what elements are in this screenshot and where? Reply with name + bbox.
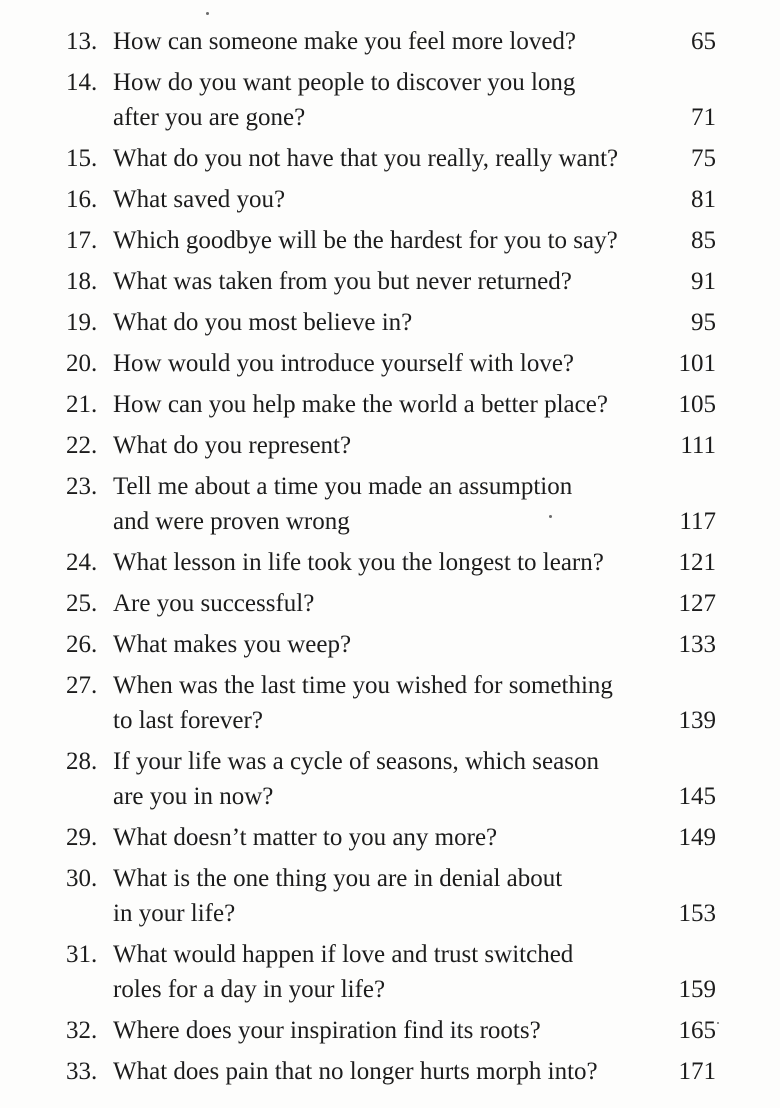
toc-entry: [66, 1013, 716, 1048]
entry-title-line: What is the one thing you are in denial about: [113, 865, 563, 892]
entry-page-number: 75: [691, 145, 716, 172]
entry-title: [113, 545, 656, 580]
entry-title: [113, 668, 656, 738]
entry-page-number: 117: [679, 508, 716, 535]
entry-title: [113, 305, 656, 340]
toc-entry: [66, 861, 716, 931]
entry-title-line: What lesson in life took you the longest to learn?: [113, 549, 604, 576]
entry-title: [113, 820, 656, 855]
entry-number: 33.: [66, 1058, 98, 1085]
entry-number: 21.: [66, 391, 98, 418]
toc-entry: [66, 346, 716, 381]
entry-title-line: after you are gone?: [113, 104, 306, 131]
entry-title-line: When was the last time you wished for something: [113, 672, 613, 699]
entry-number: 15.: [66, 145, 98, 172]
entry-title-line: What saved you?: [113, 186, 286, 213]
entry-page-number: 105: [678, 391, 716, 418]
entry-title-line: Tell me about a time you made an assumption: [113, 473, 573, 500]
entry-title: [113, 469, 656, 539]
entry-title-line: and were proven wrong: [113, 508, 350, 535]
entry-title-line: Are you successful?: [113, 590, 315, 617]
entry-page-number: 127: [678, 590, 716, 617]
entry-title-line: How would you introduce yourself with love?: [113, 350, 575, 377]
entry-number: 22.: [66, 432, 98, 459]
entry-title: [113, 346, 656, 381]
entry-page-number: 149: [678, 824, 716, 851]
entry-page-number: 81: [691, 186, 716, 213]
toc-entry: [66, 744, 716, 814]
entry-title-line: What do you not have that you really, really want?: [113, 145, 619, 172]
entry-title: [113, 182, 656, 217]
entry-title-line: What was taken from you but never returned?: [113, 268, 572, 295]
entry-title-line: are you in now?: [113, 783, 274, 810]
entry-number: 30.: [66, 865, 98, 892]
entry-number: 29.: [66, 824, 98, 851]
toc-entry: [66, 545, 716, 580]
entry-title-line: How can someone make you feel more loved?: [113, 28, 577, 55]
toc-entry: [66, 820, 716, 855]
entry-number: 25.: [66, 590, 98, 617]
entry-page-number: 95: [691, 309, 716, 336]
entry-number: 31.: [66, 941, 98, 968]
toc-entry: [66, 24, 716, 59]
entry-title: [113, 744, 656, 814]
entry-title: [113, 24, 656, 59]
entry-number: 24.: [66, 549, 98, 576]
entry-title: [113, 1013, 656, 1048]
entry-title: [113, 141, 656, 176]
entry-title: [113, 861, 656, 931]
entry-title: [113, 428, 656, 463]
entry-number: 16.: [66, 186, 98, 213]
entry-page-number: 159: [678, 976, 716, 1003]
entry-number: 32.: [66, 1017, 98, 1044]
print-speck: [206, 12, 209, 15]
entry-page-number: 153: [678, 900, 716, 927]
entry-page-number: 101: [678, 350, 716, 377]
entry-title: [113, 937, 656, 1007]
entry-title: [113, 387, 656, 422]
entry-title-line: How do you want people to discover you long: [113, 69, 576, 96]
entry-number: 17.: [66, 227, 98, 254]
entry-title-line: to last forever?: [113, 707, 263, 734]
entry-title-line: roles for a day in your life?: [113, 976, 386, 1003]
entry-number: 18.: [66, 268, 98, 295]
entry-title-line: What does pain that no longer hurts morph into?: [113, 1058, 598, 1085]
entry-page-number: 71: [691, 104, 716, 131]
toc-entry: [66, 586, 716, 621]
toc-entry: [66, 141, 716, 176]
toc-entry: [66, 264, 716, 299]
entry-page-number: 91: [691, 268, 716, 295]
entry-title-line: in your life?: [113, 900, 236, 927]
toc-entry: [66, 182, 716, 217]
entry-title: [113, 65, 656, 135]
entry-title-line: How can you help make the world a better place?: [113, 391, 608, 418]
toc-entry: [66, 65, 716, 135]
entry-title: [113, 627, 656, 662]
entry-title-line: What do you most believe in?: [113, 309, 413, 336]
entry-number: 23.: [66, 473, 98, 500]
table-of-contents: [66, 24, 716, 1095]
entry-number: 14.: [66, 69, 98, 96]
entry-title-line: If your life was a cycle of seasons, which season: [113, 748, 599, 775]
toc-entry: [66, 668, 716, 738]
print-speck: [717, 1022, 719, 1024]
entry-number: 27.: [66, 672, 98, 699]
entry-number: 13.: [66, 28, 98, 55]
entry-title-line: Where does your inspiration find its roots?: [113, 1017, 541, 1044]
entry-number: 28.: [66, 748, 98, 775]
toc-entry: [66, 469, 716, 539]
toc-entry: [66, 937, 716, 1007]
entry-page-number: 139: [678, 707, 716, 734]
entry-number: 19.: [66, 309, 98, 336]
toc-entry: [66, 627, 716, 662]
entry-title: [113, 586, 656, 621]
entry-title-line: What makes you weep?: [113, 631, 352, 658]
entry-title: [113, 264, 656, 299]
toc-entry: [66, 305, 716, 340]
entry-page-number: 165: [678, 1017, 716, 1044]
entry-title: [113, 223, 656, 258]
toc-entry: [66, 1054, 716, 1089]
entry-number: 20.: [66, 350, 98, 377]
entry-page-number: 111: [680, 432, 716, 459]
entry-page-number: 171: [678, 1058, 716, 1085]
entry-number: 26.: [66, 631, 98, 658]
entry-title-line: What would happen if love and trust switched: [113, 941, 574, 968]
entry-page-number: 121: [678, 549, 716, 576]
entry-title-line: Which goodbye will be the hardest for you to say?: [113, 227, 618, 254]
entry-title-line: What doesn’t matter to you any more?: [113, 824, 498, 851]
print-speck: [549, 515, 552, 518]
toc-entry: [66, 428, 716, 463]
entry-page-number: 145: [678, 783, 716, 810]
entry-title: [113, 1054, 656, 1089]
entry-title-line: What do you represent?: [113, 432, 352, 459]
entry-page-number: 133: [678, 631, 716, 658]
entry-page-number: 65: [691, 28, 716, 55]
entry-page-number: 85: [691, 227, 716, 254]
toc-entry: [66, 223, 716, 258]
toc-entry: [66, 387, 716, 422]
